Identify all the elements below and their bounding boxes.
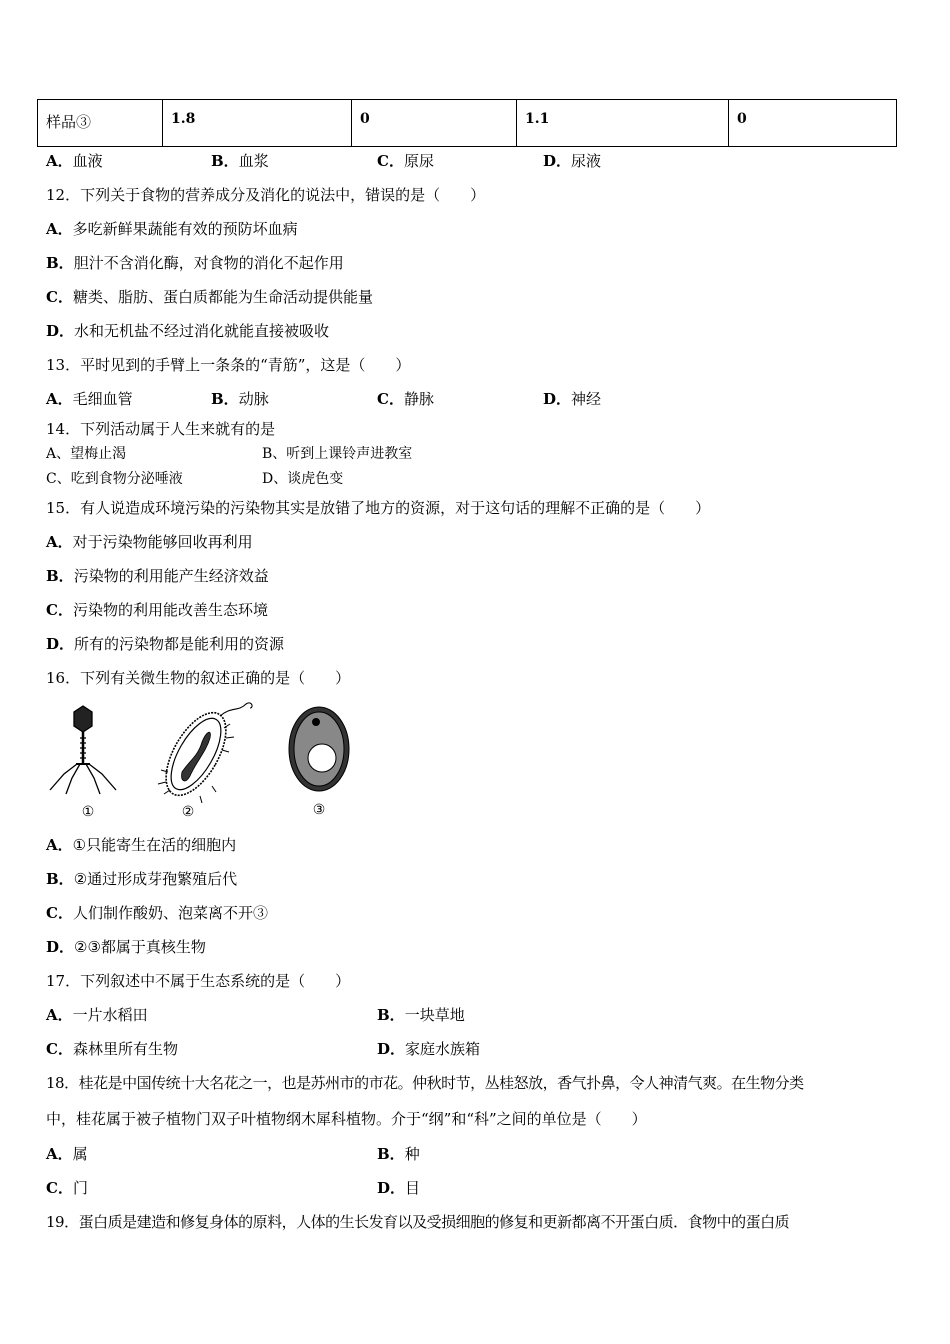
- figure-label-3: ③: [312, 802, 326, 818]
- q15-option-d: D．所有的污染物都是能利用的资源: [46, 635, 285, 653]
- q13-stem: 13．平时见到的手臂上一条条的“青筋”，这是（ ）: [46, 356, 411, 374]
- q16-option-b: B．②通过形成芽孢繁殖后代: [46, 870, 238, 888]
- q15-stem: 15．有人说造成环境污染的污染物其实是放错了地方的资源，对于这句话的理解不正确的是（ ）: [46, 499, 711, 517]
- q18-option-d: D．目: [377, 1179, 421, 1197]
- table-cell: 1.1: [517, 100, 729, 147]
- q13-option-d: D．神经: [543, 390, 602, 408]
- microorganism-figures: [40, 698, 370, 823]
- q13-option-a: A．毛细血管: [46, 390, 133, 408]
- q17-option-c: C．森林里所有生物: [46, 1040, 178, 1058]
- yeast-figure: [289, 707, 349, 791]
- q17-option-d: D．家庭水族箱: [377, 1040, 481, 1058]
- q11-option-d: D．尿液: [543, 152, 602, 170]
- q12-stem: 12．下列关于食物的营养成分及消化的说法中，错误的是（ ）: [46, 186, 486, 204]
- q11-option-c: C．原尿: [377, 152, 434, 170]
- q14-stem: 14．下列活动属于人生来就有的是: [46, 420, 276, 438]
- q17-option-a: A．一片水稻田: [46, 1006, 148, 1024]
- q17-option-b: B．一块草地: [377, 1006, 465, 1024]
- q18-stem-line1: 18．桂花是中国传统十大名花之一，也是苏州市的市花。仲秋时节，丛桂怒放，香气扑鼻，令人神清气爽。在生物分类: [46, 1074, 804, 1092]
- q12-option-b: B．胆汁不含消化酶，对食物的消化不起作用: [46, 254, 344, 272]
- q13-option-c: C．静脉: [377, 390, 434, 408]
- table-cell: 1.8: [163, 100, 352, 147]
- bacterium-figure: [154, 703, 252, 805]
- q19-stem-line1: 19．蛋白质是建造和修复身体的原料，人体的生长发育以及受损细胞的修复和更新都离不开蛋白质．食物中的蛋白质: [46, 1213, 790, 1231]
- table-cell: 样品③: [38, 100, 163, 147]
- q11-option-a: A．血液: [46, 152, 103, 170]
- q18-stem-line2: 中，桂花属于被子植物门双子叶植物纲木犀科植物。介于“纲”和“科”之间的单位是（ ）: [46, 1110, 647, 1128]
- table-row: [38, 100, 897, 147]
- q11-option-b: B．血浆: [211, 152, 269, 170]
- q12-option-a: A．多吃新鲜果蔬能有效的预防坏血病: [46, 220, 298, 238]
- q14-option-a: A、望梅止渴: [46, 446, 127, 462]
- table-cell: 0: [729, 100, 897, 147]
- figure-label-2: ②: [181, 804, 195, 820]
- q18-option-a: A．属: [46, 1145, 88, 1163]
- q16-option-d: D．②③都属于真核生物: [46, 938, 206, 956]
- q15-option-b: B．污染物的利用能产生经济效益: [46, 567, 269, 585]
- q16-option-c: C．人们制作酸奶、泡菜离不开③: [46, 904, 268, 922]
- q17-stem: 17．下列叙述中不属于生态系统的是（ ）: [46, 972, 351, 990]
- figure-label-1: ①: [81, 804, 95, 820]
- q14-option-d: D、谈虎色变: [262, 471, 344, 487]
- table-cell: 0: [352, 100, 517, 147]
- q12-option-c: C．糖类、脂肪、蛋白质都能为生命活动提供能量: [46, 288, 373, 306]
- q18-option-c: C．门: [46, 1179, 88, 1197]
- q15-option-a: A．对于污染物能够回收再利用: [46, 533, 253, 551]
- sample-table: [37, 99, 897, 147]
- q12-option-d: D．水和无机盐不经过消化就能直接被吸收: [46, 322, 330, 340]
- q13-option-b: B．动脉: [211, 390, 269, 408]
- q14-option-b: B、听到上课铃声进教室: [262, 446, 413, 462]
- bacteriophage-figure: [50, 706, 116, 794]
- q15-option-c: C．污染物的利用能改善生态环境: [46, 601, 268, 619]
- q16-option-a: A．①只能寄生在活的细胞内: [46, 836, 237, 854]
- q14-option-c: C、吃到食物分泌唾液: [46, 471, 183, 487]
- q18-option-b: B．种: [377, 1145, 420, 1163]
- q16-stem: 16．下列有关微生物的叙述正确的是（ ）: [46, 669, 351, 687]
